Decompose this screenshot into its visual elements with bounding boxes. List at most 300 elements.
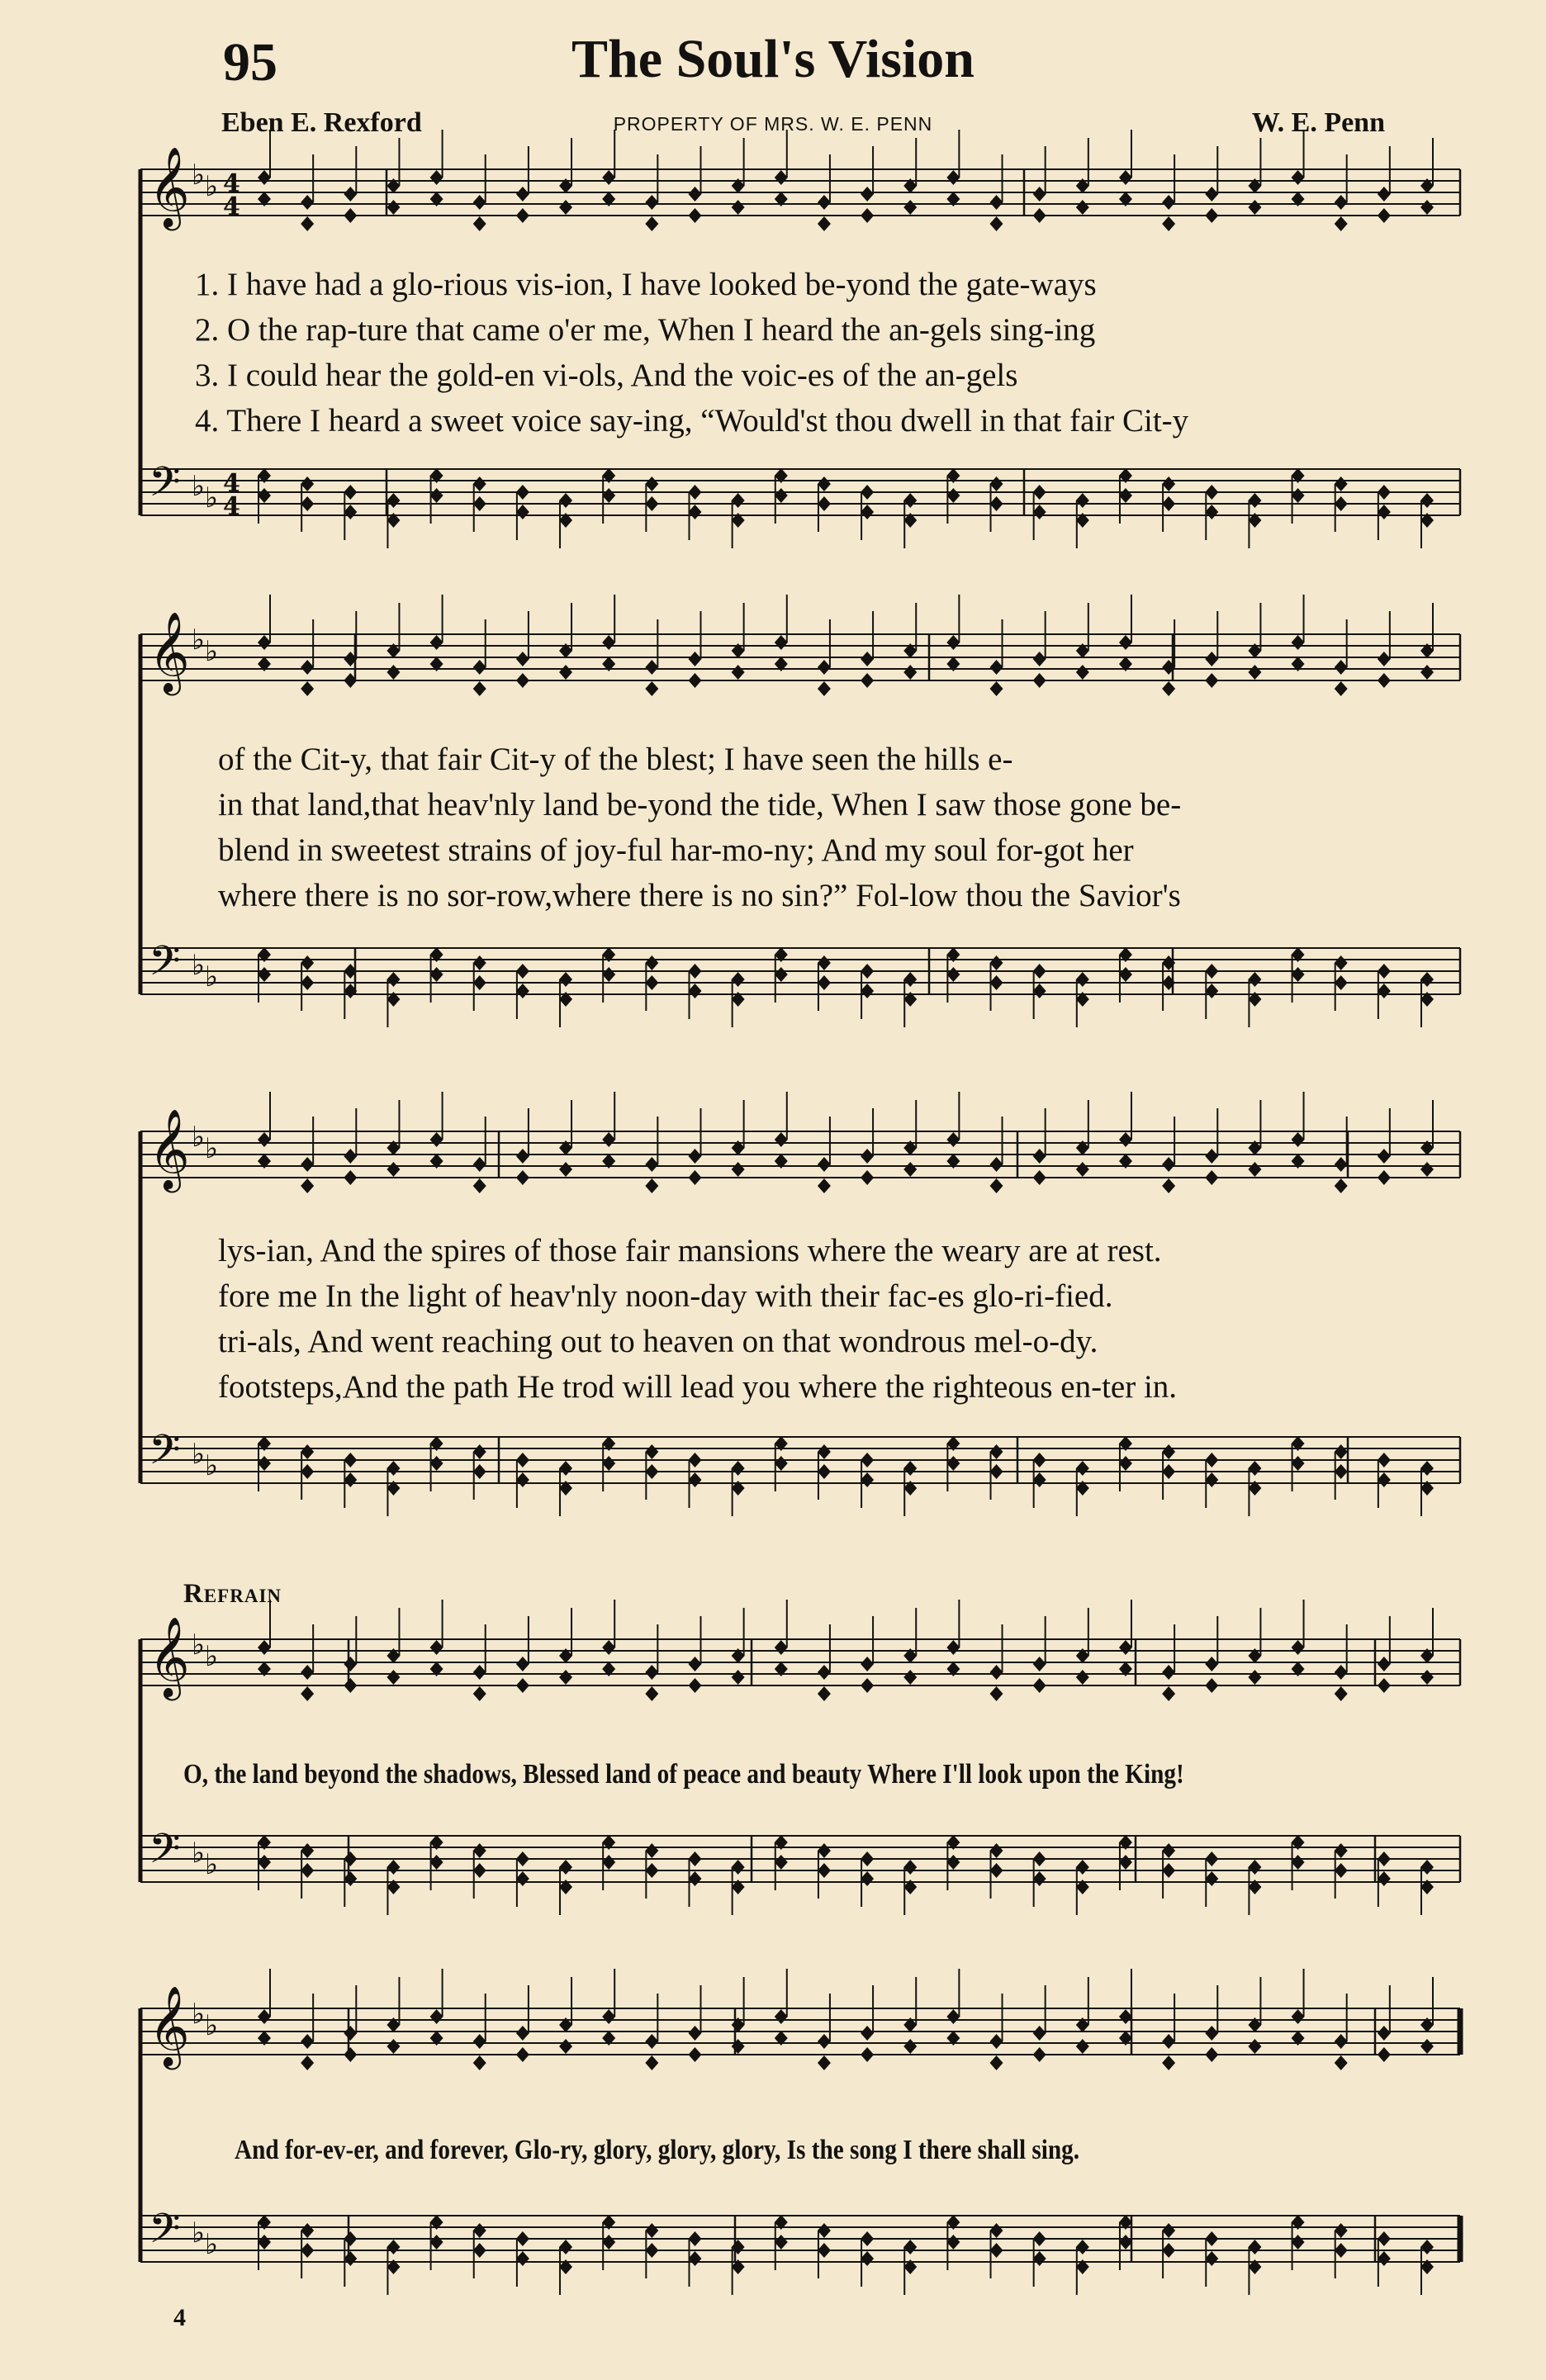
note-head	[818, 2223, 831, 2238]
note-head	[990, 1178, 1003, 1193]
note-head	[946, 1456, 960, 1471]
note-head	[645, 1464, 658, 1479]
note-head	[1119, 1132, 1132, 1147]
note-head	[1119, 488, 1132, 503]
note-head	[1076, 2039, 1089, 2054]
flat-sign: ♭	[205, 2228, 219, 2261]
note-head	[344, 1851, 357, 1866]
note-head	[818, 1665, 831, 1680]
note-head	[473, 660, 486, 675]
note-head	[1205, 1149, 1218, 1164]
note-head	[301, 1464, 314, 1479]
note-head	[1033, 1149, 1046, 1164]
note-head	[1292, 2009, 1305, 2024]
note-head	[990, 2034, 1003, 2049]
note-head	[602, 967, 615, 982]
note-head	[473, 2243, 486, 2258]
note-head	[344, 2047, 357, 2062]
note-head	[1292, 1640, 1305, 1655]
flat-sign: ♭	[192, 623, 206, 657]
bass-clef: 𝄢	[149, 1426, 181, 1484]
flat-sign: ♭	[192, 1837, 206, 1870]
note-head	[1205, 2026, 1218, 2041]
flat-sign: ♭	[205, 960, 219, 993]
note-head	[516, 485, 529, 500]
note-head	[258, 635, 271, 650]
note-head	[775, 2009, 788, 2024]
verse-3-line-3: tri-als, And went reaching out to heaven on that wondrous mel-o-dy.	[218, 1324, 1098, 1359]
note-head	[430, 2009, 443, 2024]
note-head	[430, 488, 443, 503]
flat-sign: ♭	[192, 949, 206, 982]
note-head	[516, 2026, 529, 2041]
flat-sign: ♭	[192, 2216, 206, 2250]
note-head	[559, 1860, 572, 1875]
note-head	[1162, 216, 1175, 231]
note-head	[602, 170, 615, 185]
bass-clef: 𝄢	[149, 458, 181, 516]
note-head	[1420, 2039, 1434, 2054]
note-head	[1076, 1860, 1089, 1875]
note-head	[473, 1863, 486, 1878]
note-head	[990, 660, 1003, 675]
note-head	[1162, 195, 1175, 210]
note-head	[861, 984, 874, 998]
note-head	[1033, 1170, 1046, 1185]
note-head	[473, 1444, 486, 1459]
note-head	[903, 972, 917, 987]
note-head	[775, 1456, 788, 1471]
note-head	[1119, 1640, 1132, 1655]
treble-clef: 𝄞	[149, 1108, 190, 1189]
note-head	[1205, 964, 1218, 979]
note-head	[903, 200, 917, 215]
note-head	[688, 1472, 701, 1487]
note-head	[688, 1851, 701, 1866]
flat-sign: ♭	[205, 1449, 219, 1482]
note-head	[1162, 1686, 1175, 1701]
note-head	[732, 2039, 745, 2054]
note-head	[516, 2047, 529, 2062]
verse-4-line-2: where there is no sor-row,where there is no sin?” Fol-low thou the Savior's	[218, 878, 1181, 913]
note-head	[344, 208, 357, 223]
note-head	[645, 1157, 658, 1172]
flat-sign: ♭	[205, 1848, 219, 1881]
note-head	[688, 485, 701, 500]
note-head	[990, 2223, 1003, 2238]
note-head	[1162, 2243, 1175, 2258]
treble-clef: 𝄞	[149, 611, 190, 692]
note-head	[1292, 1456, 1305, 1471]
note-head	[1378, 964, 1391, 979]
note-head	[516, 1453, 529, 1467]
flat-sign: ♭	[192, 1629, 206, 1662]
note-head	[990, 2243, 1003, 2258]
note-head	[1378, 2231, 1391, 2246]
note-head	[1076, 1162, 1089, 1177]
note-head	[818, 1157, 831, 1172]
note-head	[1205, 2251, 1218, 2266]
note-head	[861, 485, 874, 500]
note-head	[818, 2034, 831, 2049]
note-head	[818, 1686, 831, 1701]
note-head	[516, 2231, 529, 2246]
note-head	[1033, 1851, 1046, 1866]
note-head	[732, 1860, 745, 1875]
note-head	[645, 2055, 658, 2070]
note-head	[1162, 2223, 1175, 2238]
note-head	[645, 1843, 658, 1858]
note-head	[473, 1178, 486, 1193]
note-head	[946, 2009, 960, 2024]
note-head	[1162, 2055, 1175, 2070]
note-head	[344, 2251, 357, 2266]
note-head	[473, 681, 486, 696]
note-head	[990, 1686, 1003, 1701]
note-head	[1033, 984, 1046, 998]
note-head	[903, 1670, 917, 1685]
note-head	[990, 1157, 1003, 1172]
note-head	[1335, 2243, 1348, 2258]
note-head	[1335, 1464, 1348, 1479]
note-head	[1119, 1456, 1132, 1471]
note-head	[861, 187, 874, 201]
note-head	[344, 1170, 357, 1185]
note-head	[473, 216, 486, 231]
note-head	[1378, 2251, 1391, 2266]
verse-2-line-1: 2. O the rap-ture that came o'er me, When I heard the an-gels sing-ing	[195, 312, 1096, 348]
flat-sign: ♭	[205, 2009, 219, 2042]
note-head	[1076, 972, 1089, 987]
note-head	[430, 635, 443, 650]
note-head	[344, 1149, 357, 1164]
note-head	[645, 681, 658, 696]
hymn-title: The Soul's Vision	[571, 29, 975, 89]
note-head	[516, 1149, 529, 1164]
note-head	[516, 208, 529, 223]
note-head	[946, 1640, 960, 1655]
note-head	[990, 195, 1003, 210]
verse-4-line-3: footsteps,And the path He trod will lead you where the righteous en-ter in.	[218, 1369, 1178, 1405]
note-head	[473, 496, 486, 511]
note-head	[1205, 673, 1218, 688]
note-head	[688, 1871, 701, 1886]
note-head	[1162, 2034, 1175, 2049]
note-head	[645, 1665, 658, 1680]
note-head	[990, 975, 1003, 990]
note-head	[516, 964, 529, 979]
note-head	[258, 170, 271, 185]
note-head	[688, 187, 701, 201]
note-head	[946, 967, 960, 982]
note-head	[818, 975, 831, 990]
flat-sign: ♭	[205, 1132, 219, 1165]
note-head	[1248, 200, 1261, 215]
note-head	[946, 635, 960, 650]
note-head	[301, 1686, 314, 1701]
note-head	[258, 1456, 271, 1471]
note-head	[1162, 1444, 1175, 1459]
note-head	[688, 1149, 701, 1164]
note-head	[990, 1665, 1003, 1680]
note-head	[559, 1670, 572, 1685]
note-head	[1335, 975, 1348, 990]
note-head	[1335, 1863, 1348, 1878]
note-head	[473, 1665, 486, 1680]
note-head	[1162, 1178, 1175, 1193]
note-head	[1335, 1665, 1348, 1680]
note-head	[516, 2251, 529, 2266]
bass-clef: 𝄢	[149, 937, 181, 995]
note-head	[602, 2235, 615, 2250]
note-head	[946, 170, 960, 185]
note-head	[1335, 1843, 1348, 1858]
note-head	[1205, 1170, 1218, 1185]
note-head	[1420, 1461, 1434, 1476]
flat-sign: ♭	[192, 159, 206, 192]
note-head	[1378, 2047, 1391, 2062]
note-head	[473, 195, 486, 210]
note-head	[1033, 208, 1046, 223]
note-head	[301, 476, 314, 491]
note-head	[344, 1678, 357, 1693]
note-head	[344, 1871, 357, 1886]
note-head	[301, 2055, 314, 2070]
note-head	[473, 1464, 486, 1479]
note-head	[1335, 681, 1348, 696]
verse-3-line-2: blend in sweetest strains of joy-ful har-mo-ny; And my soul for-got her	[218, 832, 1134, 868]
note-head	[1292, 488, 1305, 503]
note-head	[473, 2223, 486, 2238]
note-head	[559, 1461, 572, 1476]
note-head	[1033, 673, 1046, 688]
note-head	[516, 1871, 529, 1886]
note-head	[1292, 2235, 1305, 2250]
note-head	[386, 2240, 400, 2254]
note-head	[688, 2231, 701, 2246]
note-head	[861, 2231, 874, 2246]
note-head	[903, 665, 917, 680]
note-head	[344, 2026, 357, 2041]
note-head	[861, 673, 874, 688]
note-head	[1378, 1149, 1391, 1164]
note-head	[946, 1855, 960, 1870]
time-signature-top: 4	[223, 169, 240, 198]
note-head	[258, 2235, 271, 2250]
note-head	[1335, 955, 1348, 970]
treble-clef: 𝄞	[149, 1616, 190, 1697]
note-head	[645, 1178, 658, 1193]
note-head	[258, 1855, 271, 1870]
note-head	[645, 2034, 658, 2049]
note-head	[1162, 681, 1175, 696]
note-head	[386, 972, 400, 987]
note-head	[1205, 652, 1218, 666]
note-head	[1033, 1871, 1046, 1886]
note-head	[1119, 170, 1132, 185]
note-head	[386, 2039, 400, 2054]
note-head	[861, 1453, 874, 1467]
note-head	[430, 1456, 443, 1471]
note-head	[559, 200, 572, 215]
note-head	[688, 1453, 701, 1467]
note-head	[1335, 195, 1348, 210]
note-head	[861, 964, 874, 979]
note-head	[1378, 1678, 1391, 1693]
note-head	[990, 1464, 1003, 1479]
note-head	[732, 665, 745, 680]
hymn-number: 95	[223, 32, 277, 92]
note-head	[1162, 1863, 1175, 1878]
note-head	[1420, 972, 1434, 987]
note-head	[946, 488, 960, 503]
note-head	[1033, 1453, 1046, 1467]
note-head	[559, 665, 572, 680]
note-head	[1248, 665, 1261, 680]
note-head	[301, 216, 314, 231]
note-head	[1033, 2026, 1046, 2041]
note-head	[430, 967, 443, 982]
note-head	[1292, 1132, 1305, 1147]
note-head	[1033, 2047, 1046, 2062]
note-head	[990, 476, 1003, 491]
note-head	[516, 1657, 529, 1671]
note-head	[818, 496, 831, 511]
note-head	[1248, 1670, 1261, 1685]
note-head	[1335, 660, 1348, 675]
note-head	[1292, 170, 1305, 185]
note-head	[430, 170, 443, 185]
note-head	[903, 2039, 917, 2054]
flat-sign: ♭	[192, 470, 206, 503]
note-head	[559, 972, 572, 987]
note-head	[1205, 1678, 1218, 1693]
note-head	[990, 216, 1003, 231]
note-head	[386, 1461, 400, 1476]
note-head	[1292, 1855, 1305, 1870]
note-head	[688, 2026, 701, 2041]
note-head	[1033, 505, 1046, 519]
note-head	[516, 673, 529, 688]
refrain-label: Refrain	[183, 1579, 282, 1609]
note-head	[602, 1640, 615, 1655]
note-head	[1119, 2009, 1132, 2024]
note-head	[645, 216, 658, 231]
note-head	[688, 505, 701, 519]
note-head	[903, 493, 917, 508]
flat-sign: ♭	[205, 481, 219, 514]
note-head	[344, 1453, 357, 1467]
note-head	[516, 1170, 529, 1185]
note-head	[1335, 2055, 1348, 2070]
note-head	[1335, 496, 1348, 511]
note-head	[818, 2243, 831, 2258]
note-head	[861, 1170, 874, 1185]
note-head	[732, 200, 745, 215]
note-head	[344, 1472, 357, 1487]
note-head	[1420, 200, 1434, 215]
note-head	[861, 1678, 874, 1693]
bass-clef: 𝄢	[149, 2205, 181, 2263]
note-head	[1378, 485, 1391, 500]
note-head	[732, 2240, 745, 2254]
note-head	[1378, 187, 1391, 201]
note-head	[386, 1162, 400, 1177]
note-head	[990, 1843, 1003, 1858]
note-head	[1378, 1851, 1391, 1866]
note-head	[732, 972, 745, 987]
note-head	[1292, 635, 1305, 650]
note-head	[1248, 2240, 1261, 2254]
note-head	[1420, 665, 1434, 680]
note-head	[301, 1843, 314, 1858]
note-head	[559, 1162, 572, 1177]
note-head	[688, 208, 701, 223]
note-head	[301, 2223, 314, 2238]
note-head	[1033, 187, 1046, 201]
note-head	[688, 673, 701, 688]
note-head	[688, 1657, 701, 1671]
verse-1-line-2: of the Cit-y, that fair Cit-y of the blest; I have seen the hills e-	[218, 742, 1013, 777]
note-head	[861, 2047, 874, 2062]
note-head	[516, 652, 529, 666]
note-head	[473, 955, 486, 970]
note-head	[1205, 2047, 1218, 2062]
note-head	[1033, 485, 1046, 500]
note-head	[818, 955, 831, 970]
note-head	[473, 1686, 486, 1701]
note-head	[473, 975, 486, 990]
note-head	[818, 476, 831, 491]
note-head	[732, 1461, 745, 1476]
note-head	[1205, 1871, 1218, 1886]
note-head	[861, 1871, 874, 1886]
verse-1-line-1: 1. I have had a glo-rious vis-ion, I have looked be-yond the gate-ways	[195, 267, 1097, 302]
time-signature-bottom: 4	[223, 192, 240, 221]
note-head	[516, 187, 529, 201]
note-head	[861, 2251, 874, 2266]
note-head	[258, 967, 271, 982]
note-head	[301, 2034, 314, 2049]
note-head	[516, 505, 529, 519]
note-head	[1119, 1855, 1132, 1870]
note-head	[990, 1863, 1003, 1878]
note-head	[559, 493, 572, 508]
note-head	[430, 2235, 443, 2250]
note-head	[818, 1863, 831, 1878]
note-head	[1335, 1157, 1348, 1172]
note-head	[1162, 476, 1175, 491]
note-head	[1378, 1871, 1391, 1886]
note-head	[645, 975, 658, 990]
note-head	[645, 1686, 658, 1701]
note-head	[775, 170, 788, 185]
note-head	[775, 1640, 788, 1655]
verse-2-line-3: fore me In the light of heav'nly noon-day with their fac-es glo-ri-fied.	[218, 1278, 1113, 1314]
note-head	[602, 1855, 615, 1870]
note-head	[1420, 493, 1434, 508]
note-head	[1420, 2240, 1434, 2254]
note-head	[818, 216, 831, 231]
note-head	[1076, 493, 1089, 508]
flat-sign: ♭	[205, 635, 219, 668]
note-head	[1119, 2235, 1132, 2250]
note-head	[775, 967, 788, 982]
note-head	[344, 2231, 357, 2246]
flat-sign: ♭	[205, 170, 219, 203]
note-head	[258, 1132, 271, 1147]
note-head	[861, 652, 874, 666]
